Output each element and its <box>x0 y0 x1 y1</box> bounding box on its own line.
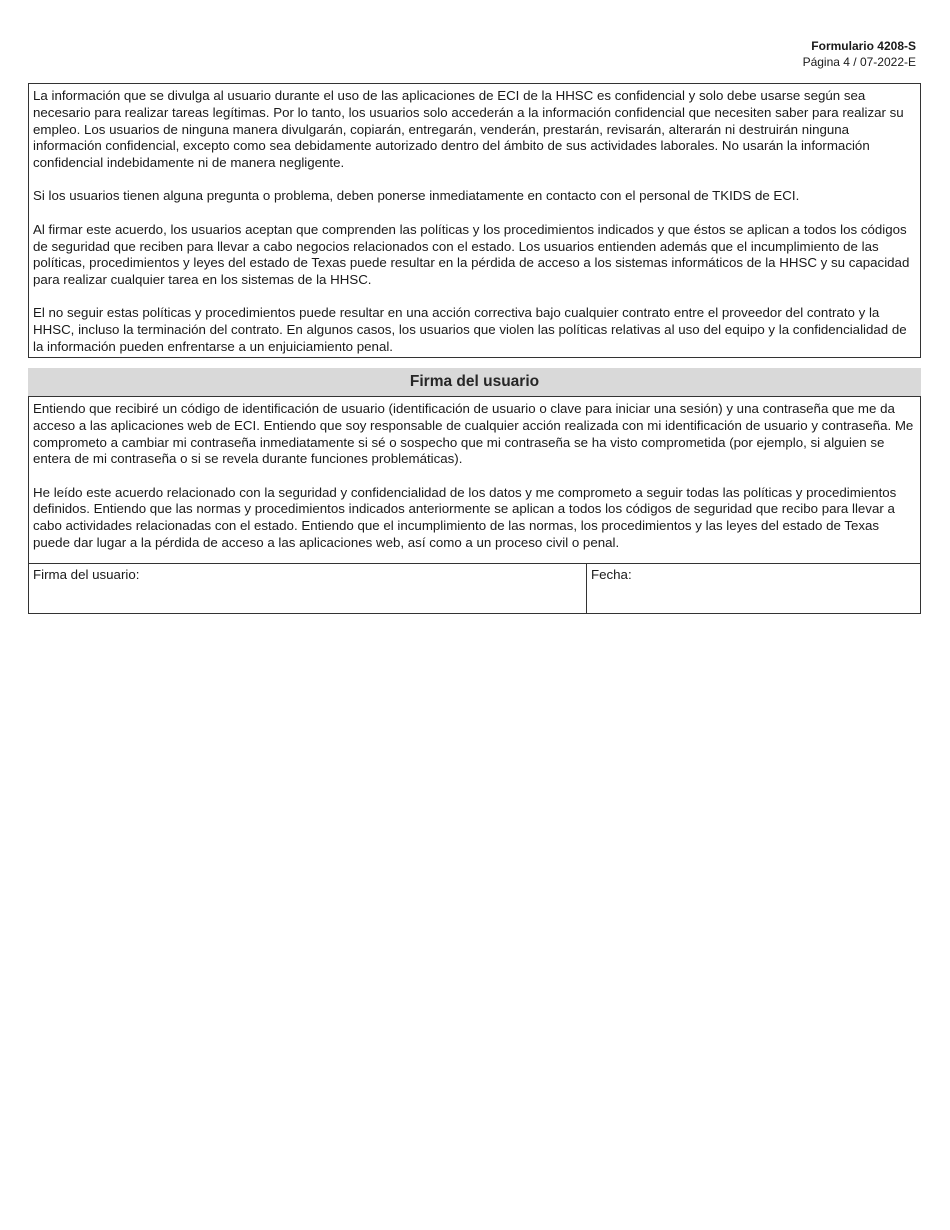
policy-paragraph: La información que se divulga al usuario durante el uso de las aplicaciones de ECI de la HHSC es confidencial y solo debe usarse según sea necesario para realizar tareas legítimas. Por lo tanto, los usuarios solo accederán a la información confidencial que necesiten saber para realizar su empleo. Los usuarios de ninguna manera divulgarán, copiarán, entregarán, venderán, prestarán, revisarán, alterarán ni destruirán ninguna información confidencial, excepto como sea debidamente autorizado dentro del ámbito de sus actividades laborales. No usarán la información confidencial indebidamente ni de manera negligente. <box>33 88 904 171</box>
policy-paragraph: El no seguir estas políticas y procedimientos puede resultar en una acción correctiva bajo cualquier contrato entre el proveedor del contrato y la HHSC, incluso la terminación del contrato. En algunos casos, los usuarios que violen las políticas relativas al uso del equipo y la confidencialidad de la información pueden enfrentarse a un enjuiciamiento penal. <box>33 305 907 355</box>
form-number: Formulario 4208-S <box>811 39 916 53</box>
page-header <box>803 38 916 70</box>
policy-paragraph: Al firmar este acuerdo, los usuarios aceptan que comprenden las políticas y los procedimientos indicados y que éstos se aplican a todos los códigos de seguridad que reciben para llevar a cabo negocios relacionados con el estado. Los usuarios entienden además que el incumplimiento de las políticas, procedimientos y leyes del estado de Texas puede resultar en la pérdida de acceso a los sistemas informáticos de la HHSC y su capacidad para realizar cualquier tarea en los sistemas de la HHSC. <box>33 221 910 288</box>
user-agreement-box <box>28 396 921 564</box>
date-field[interactable] <box>587 564 920 613</box>
user-signature-label: Firma del usuario: <box>33 567 140 582</box>
date-label: Fecha: <box>591 567 632 582</box>
policy-paragraph: Si los usuarios tienen alguna pregunta o problema, deben ponerse inmediatamente en contacto con el personal de TKIDS de ECI. <box>33 188 800 204</box>
agreement-paragraph: He leído este acuerdo relacionado con la seguridad y confidencialidad de los datos y me comprometo a seguir todas las políticas y procedimientos definidos. Entiendo que las normas y procedimientos indicados anteriormente se aplican a todos los códigos de seguridad que recibo para llevar a cabo actividades relacionadas con el estado. Entiendo que el incumplimiento de las normas, los procedimientos y las leyes del estado de Texas puede dar lugar a la pérdida de acceso a las aplicaciones web, así como a un proceso civil o penal. <box>33 484 897 551</box>
page-info: Página 4 / 07-2022-E <box>802 55 916 69</box>
signature-row <box>28 563 921 614</box>
section-title-user-signature: Firma del usuario <box>28 368 921 396</box>
user-signature-field[interactable] <box>29 564 587 613</box>
agreement-paragraph: Entiendo que recibiré un código de identificación de usuario (identificación de usuario o clave para iniciar una sesión) y una contraseña que me da acceso a las aplicaciones web de ECI. Entiendo que soy responsable de cualquier acción realizada con mi identificación de usuario y contraseña. Me comprometo a cambiar mi contraseña inmediatamente si sé o sospecho que mi contraseña se ha visto comprometida (por ejemplo, si alguien se entera de mi contraseña o si se revela durante funciones problemáticas). <box>33 401 914 467</box>
confidentiality-policy-box <box>28 83 921 358</box>
